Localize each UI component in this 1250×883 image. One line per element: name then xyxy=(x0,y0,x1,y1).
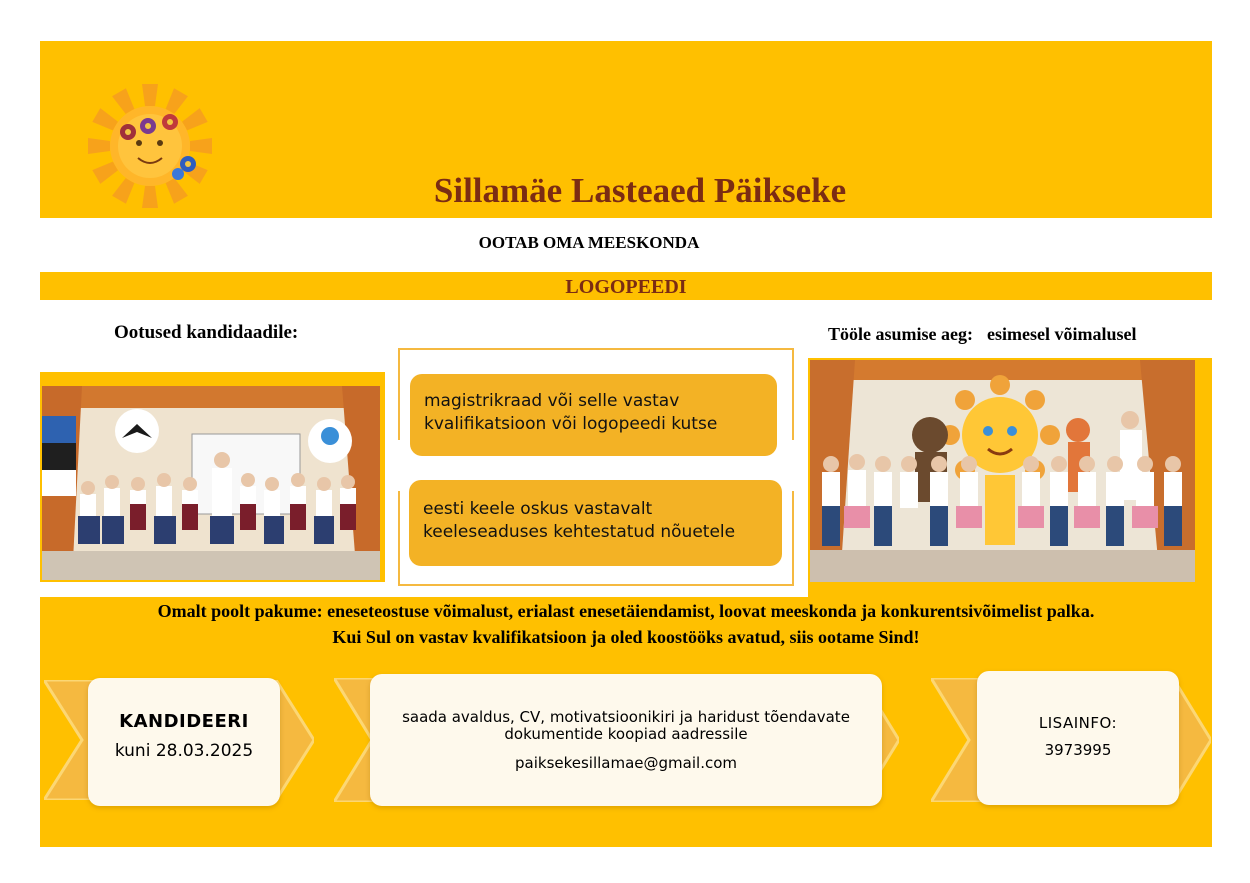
apply-title: KANDIDEERI xyxy=(119,711,249,732)
info-card xyxy=(977,671,1179,805)
school-name: Sillamäe Lasteaed Päikseke xyxy=(433,171,847,210)
requirement-item: eesti keele oskus vastavalt keeleseaduses kehtestatud nõuetele xyxy=(409,480,782,566)
info-label: LISAINFO: xyxy=(1038,714,1118,732)
offer-text: Omalt poolt pakume: eneseteostuse võimalust, erialast enesetäiendamist, loovat meeskonda ja konkurentsivõimelist palka. xyxy=(157,601,1095,621)
contact-email-link[interactable]: paiksekesillamae@gmail.com xyxy=(515,754,737,772)
expectations-label: Ootused kandidaadile: xyxy=(114,322,299,343)
start-time-label: Tööle asumise aeg: xyxy=(828,324,973,344)
start-time-value: esimesel võimalusel xyxy=(986,324,1137,344)
send-instructions: saada avaldus, CV, motivatsioonikiri ja haridust tõendavate dokumentide koopiad aadressile xyxy=(402,708,850,743)
send-documents-card xyxy=(370,674,882,806)
subtitle: OOTAB OMA MEESKONDA xyxy=(478,233,700,252)
requirement-item: magistrikraad või selle vastav kvalifikatsioon või logopeedi kutse xyxy=(410,374,777,456)
info-phone[interactable]: 3973995 xyxy=(1044,741,1112,759)
apply-card xyxy=(88,678,280,806)
apply-deadline: kuni 28.03.2025 xyxy=(114,741,254,761)
children-stage-photo-right xyxy=(810,360,1195,582)
position-title: LOGOPEEDI xyxy=(565,276,687,298)
sun-logo-icon xyxy=(78,74,228,214)
invite-text: Kui Sul on vastav kvalifikatsioon ja oled koostööks avatud, siis ootame Sind! xyxy=(332,627,920,647)
start-time xyxy=(828,324,1150,345)
children-stage-photo-left xyxy=(42,386,380,580)
